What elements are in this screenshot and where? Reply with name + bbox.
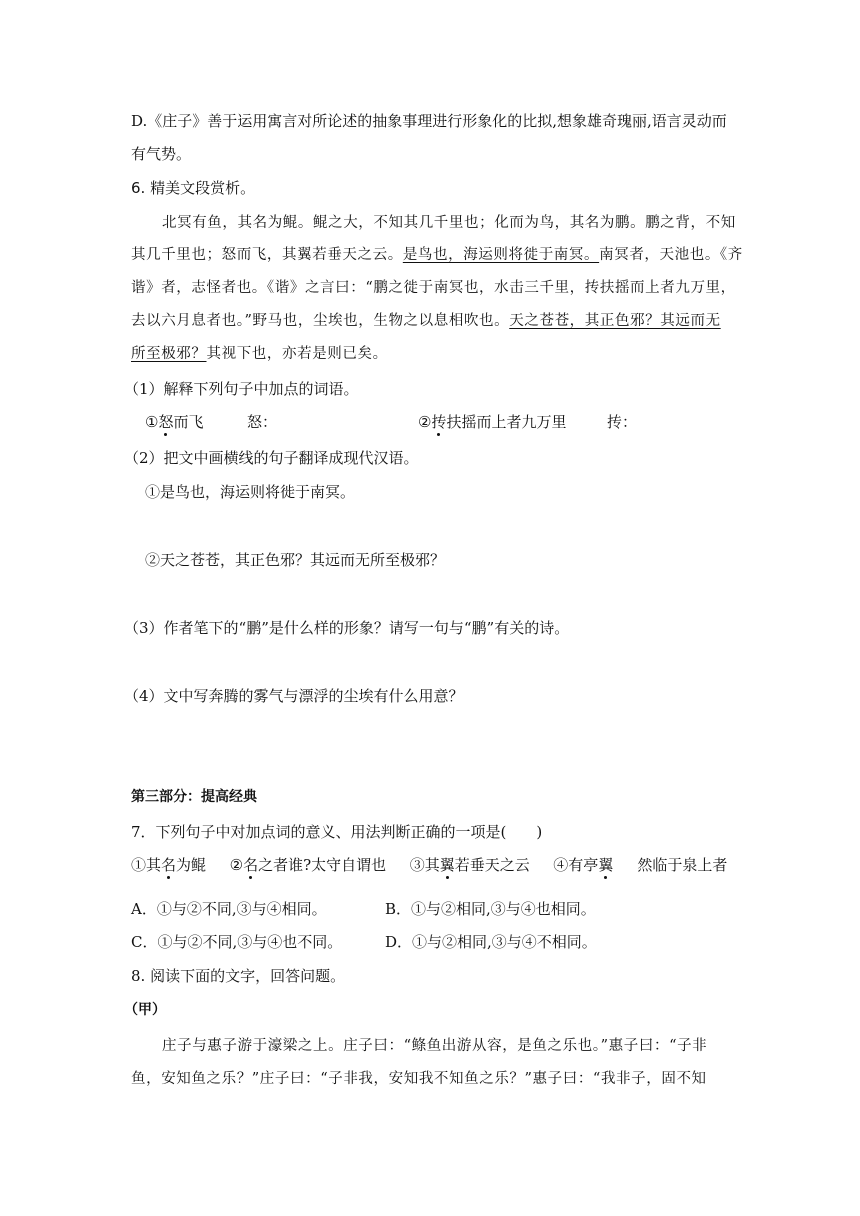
underlined-sentence-1: 是鸟也，海运则将徙于南冥。 (402, 247, 600, 263)
dotted-word: 抟 (431, 413, 447, 431)
q7-option-a: A．①与②不同,③与④相同。 (131, 900, 327, 918)
dotted-word: 翼 (439, 856, 455, 874)
item-number: ② (418, 413, 432, 431)
q7-option-d: D．①与②相同,③与④不相同。 (385, 933, 597, 951)
q7-option-c: C．①与②不同,③与④也不同。 (131, 933, 343, 951)
q7-item-1: ①其名为鲲 (131, 856, 207, 874)
dotted-word: 名 (243, 856, 259, 874)
q8-title: 8. 阅读下面的文字，回答问题。 (131, 967, 346, 985)
passage-line-5 (131, 344, 388, 364)
item-text: 扶摇而上者九万里 (446, 413, 567, 431)
passage-text: 其视下也，亦若是则已矣。 (206, 346, 388, 362)
q6-sub1-title: （1）解释下列句子中加点的词语。 (124, 380, 359, 398)
q7-item-2: ②名之者谁?太守自谓也 (229, 856, 387, 874)
section-3-heading: 第三部分：提高经典 (131, 789, 257, 805)
q7-option-b: B．①与②相同,③与④也相同。 (385, 900, 596, 918)
dotted-word: 怒 (158, 413, 174, 431)
passage-line-2 (131, 245, 743, 265)
q6-sub1-item2 (418, 412, 566, 432)
q8-part-label: （甲） (124, 1002, 166, 1018)
q6-sub3: （3）作者笔下的“鹏”是什么样的形象？请写一句与“鹏”有关的诗。 (124, 619, 570, 637)
q6-title: 6. 精美文段赏析。 (131, 179, 256, 197)
dotted-word: 名 (161, 856, 177, 874)
q7-title: 7．下列句子中对加点词的意义、用法判断正确的一项是( ) (131, 823, 543, 841)
q5-option-d-line2: 有气势。 (131, 145, 192, 163)
item-text: 而飞 (173, 413, 204, 431)
q6-sub2-title: （2）把文中画横线的句子翻译成现代汉语。 (124, 449, 419, 467)
q6-sub1-item1 (145, 412, 203, 432)
item-number: ① (145, 413, 159, 431)
q6-sub2-item1: ①是鸟也，海运则将徙于南冥。 (145, 483, 356, 501)
q6-sub1-answer1-label: 怒： (247, 413, 278, 431)
q6-sub2-item2: ②天之苍苍，其正色邪？其远而无所至极邪？ (145, 551, 446, 569)
q8-passage-line-1: 庄子与惠子游于濠梁之上。庄子曰：“鲦鱼出游从容，是鱼之乐也。”惠子曰：“子非 (162, 1038, 708, 1054)
dotted-word: 翼 (598, 856, 614, 874)
q6-sub4: （4）文中写奔腾的雾气与漂浮的尘埃有什么用意？ (124, 687, 464, 705)
underlined-sentence-2a: 天之苍苍，其正色邪？其远而无 (509, 313, 721, 329)
q6-sub1-answer2-label: 抟： (607, 413, 638, 431)
q7-item-3: ③其翼若垂天之云 (409, 856, 530, 874)
q5-option-d-line1: D.《庄子》善于运用寓言对所论述的抽象事理进行形象化的比拟,想象雄奇瑰丽,语言灵动而 (131, 112, 727, 130)
passage-line-4 (131, 311, 721, 331)
passage-text: 去以六月息者也。”野马也，尘埃也，生物之以息相吹也。 (131, 313, 510, 329)
q7-item-4: ④有亭翼 然临于泉上者 (553, 856, 728, 874)
q8-passage-line-2: 鱼，安知鱼之乐？”庄子曰：“子非我，安知我不知鱼之乐？”惠子曰：“我非子，固不知 (131, 1071, 707, 1087)
underlined-sentence-2b: 所至极邪？ (131, 346, 207, 362)
passage-line-3: 谐》者，志怪者也。《谐》之言曰：“鹏之徙于南冥也，水击三千里，抟扶摇而上者九万里， (131, 280, 736, 296)
passage-text: 南冥者，天池也。《齐 (599, 247, 743, 263)
passage-text: 其几千里也；怒而飞，其翼若垂天之云。 (131, 247, 403, 263)
q7-items (131, 855, 727, 875)
passage-line-1: 北冥有鱼，其名为鲲。鲲之大，不知其几千里也；化而为鸟，其名为鹏。鹏之背，不知 (162, 215, 736, 231)
